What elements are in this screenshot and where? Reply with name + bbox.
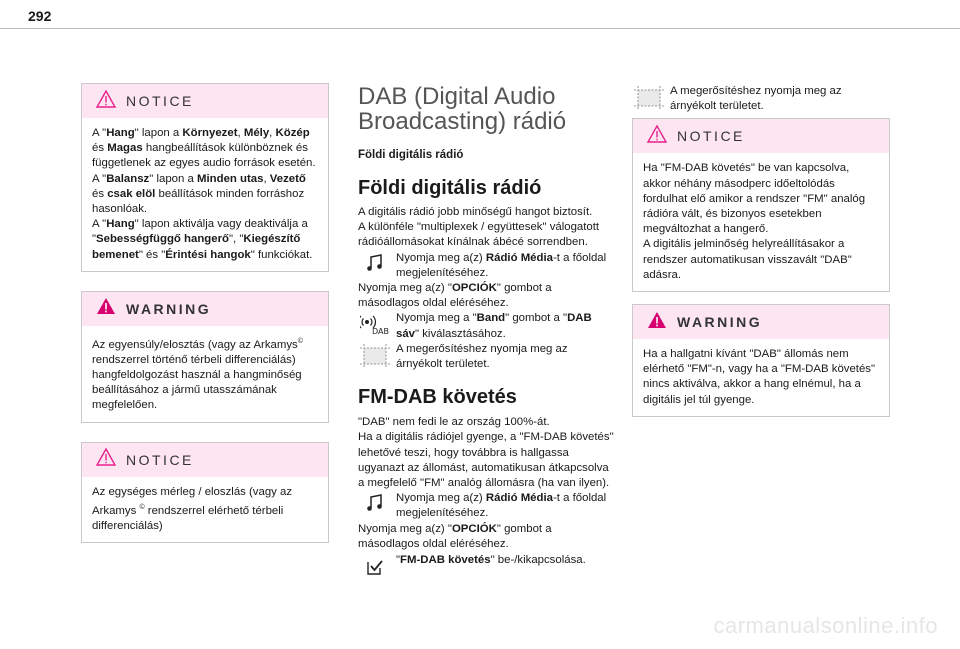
text-run: " gombot a másodlagos oldal eléréséhez.: [358, 282, 552, 310]
text-run: Ha a hallgatni kívánt "DAB" állomás nem elérhető "FM"-n, vagy ha a "FM-DAB követés" nincs aktiválva, akkor a hang elnémul, ha a digitális jel túl gyenge.: [643, 348, 876, 406]
bold-term: Mély: [243, 127, 270, 139]
notice-box-2: [81, 442, 329, 543]
text-run: -t a főoldal megjelenítéséhez.: [396, 492, 607, 520]
warning-box-2: [632, 304, 890, 417]
bold-term: Sebességfüggő hangerő: [96, 233, 229, 246]
text-run: ,: [263, 172, 270, 185]
bold-term: Magas: [107, 142, 143, 155]
warning-body: [82, 326, 328, 422]
heading-digital-radio: Földi digitális rádió: [358, 177, 542, 199]
paragraph: [92, 172, 318, 218]
notice-title: NOTICE: [677, 128, 745, 145]
intro-text: A digitális rádió jobb minőségű hangot biztosít. A különféle "multiplexek / együttesek" válogatott rádióállomásokat kínálnak ábécé sorrendben.: [358, 206, 600, 249]
copyright-mark: ©: [297, 337, 303, 345]
warning-triangle-icon: [647, 311, 667, 334]
text-run: beállítások minden forráshoz hasonlóak.: [92, 187, 305, 216]
step-confirm: [632, 84, 890, 114]
step-toggle: [358, 553, 616, 575]
text-run: A megerősítéshez nyomja meg az árnyékolt területet.: [670, 85, 842, 113]
heading-fm-dab: FM-DAB követés: [358, 386, 517, 409]
text-run: " funkciókat.: [250, 248, 313, 261]
step-text: [396, 553, 586, 575]
shaded-area-icon: [358, 342, 392, 372]
text-run: Az egyensúly/elosztás (vagy az Arkamys: [92, 338, 298, 351]
section-title: DAB (Digital Audio Broadcasting) rádió: [358, 83, 567, 135]
step-options: [358, 281, 616, 311]
notice-title: NOTICE: [126, 451, 194, 468]
notice-header: [633, 119, 889, 153]
step-text: [396, 491, 616, 521]
notice-body: [633, 153, 889, 291]
text-run: Ha "FM-DAB követés" be van kapcsolva, akkor néhány másodperc időeltolódás fordulhat elő amikor a rendszer "FM" analóg rádióra vált, és bizonyos esetekben megváltozhat a hangerő.: [643, 162, 866, 236]
watermark: carmanualsonline.info: [713, 613, 938, 638]
checkbox-icon: [358, 553, 392, 575]
text-run: " kiválasztásához.: [415, 327, 506, 340]
page-number: 292: [28, 8, 52, 24]
text-run: -t a főoldal megjelenítéséhez.: [396, 251, 607, 279]
text-run: Nyomja meg a(z) ": [358, 522, 452, 535]
step-text: [396, 342, 616, 372]
text-run: Nyomja meg a(z) ": [358, 282, 452, 295]
bold-term: Balansz: [106, 172, 150, 185]
step-options: [358, 522, 616, 552]
warning-triangle-icon: [96, 297, 116, 320]
paragraph: [92, 217, 318, 263]
bold-term: Közép: [275, 127, 310, 139]
text-run: " gombot a ": [505, 312, 568, 325]
text-run: " be-/kikapcsolása.: [490, 554, 586, 567]
text-run: hangbeállítások különböznek és függetlenek az egyes audio források esetén.: [92, 142, 316, 170]
notice-header: [82, 84, 328, 118]
text-run: " gombot a másodlagos oldal eléréséhez.: [358, 522, 552, 550]
warning-box: [81, 291, 329, 423]
notice-box-3: [632, 118, 890, 292]
text-run: és: [92, 142, 108, 155]
text-run: ", ": [228, 233, 244, 246]
dab-radio-icon: [358, 311, 392, 341]
text-run: Az egységes mérleg / eloszlás (vagy az Arkamys: [92, 485, 293, 517]
bold-term: Érintési hangok: [165, 248, 251, 261]
bold-term: Hang: [106, 218, 135, 231]
step-text: [396, 251, 616, 281]
notice-triangle-icon: [647, 125, 667, 148]
step-band: [358, 311, 616, 341]
text-run: A ": [92, 172, 107, 185]
text-run: ,: [237, 127, 244, 139]
paragraph: [92, 334, 318, 414]
step-media: [358, 491, 616, 521]
paragraph: [92, 485, 318, 534]
copyright-mark: ©: [139, 503, 145, 511]
text-run: Nyomja meg a(z): [396, 251, 486, 264]
bold-term: Minden utas: [197, 172, 264, 185]
text-run: Nyomja meg a ": [396, 312, 477, 325]
step-confirm: [358, 342, 616, 372]
text-run: ": [396, 554, 401, 567]
bold-term: csak elöl: [107, 187, 156, 200]
warning-header: [633, 305, 889, 339]
column-1: [81, 83, 329, 543]
paragraph: [643, 347, 879, 408]
shaded-area-icon: [632, 84, 666, 114]
column-2: [358, 84, 616, 575]
column-3: [632, 84, 890, 417]
step-media: [358, 251, 616, 281]
bold-term: DAB sáv: [396, 312, 592, 340]
text-run: A megerősítéshez nyomja meg az árnyékolt területet.: [396, 342, 568, 371]
bold-term: Hang: [106, 127, 135, 139]
text-run: és: [92, 187, 108, 200]
paragraph: [92, 126, 318, 172]
warning-title: WARNING: [126, 300, 212, 317]
section-subtitle: Földi digitális rádió: [358, 149, 464, 161]
text-run: " lapon aktiválja vagy deaktiválja a ": [92, 218, 308, 246]
paragraph: [643, 237, 879, 283]
bold-term: OPCIÓK: [451, 522, 497, 535]
text-run: ,: [269, 127, 276, 139]
header-divider: [0, 28, 960, 29]
text-run: A digitális jelminőség helyreállításakor a rendszer automatikusan visszavált "DAB" adásra.: [643, 238, 852, 281]
bold-term: OPCIÓK: [451, 282, 497, 295]
notice-body: [82, 118, 328, 271]
bold-term: FM-DAB követés: [400, 554, 491, 567]
notice-box-1: [81, 83, 329, 272]
step-text: [396, 311, 616, 341]
music-note-icon: [358, 491, 392, 521]
warning-header: [82, 292, 328, 326]
text-run: " lapon a: [149, 172, 197, 185]
bold-term: Vezető: [269, 172, 306, 185]
bold-term: Band: [476, 312, 506, 325]
paragraph: [643, 161, 879, 237]
text-run: A ": [92, 218, 107, 231]
notice-header: [82, 443, 328, 477]
text-run: rendszerrel történő térbeli differenciálás) hangfeldolgozást használ a hangminőség beállításához a jármű utasszámának megfelelően.: [92, 353, 302, 412]
svg-text:DAB: DAB: [372, 327, 389, 336]
text-run: Nyomja meg a(z): [396, 492, 486, 505]
notice-triangle-icon: [96, 448, 116, 471]
warning-title: WARNING: [677, 314, 763, 331]
bold-term: Környezet: [182, 127, 238, 139]
text-run: " és ": [138, 248, 166, 261]
music-note-icon: [358, 251, 392, 281]
notice-triangle-icon: [96, 90, 116, 113]
step-text: [670, 84, 890, 114]
notice-title: NOTICE: [126, 93, 194, 109]
bold-term: Rádió Média: [485, 251, 553, 264]
text-run: A ": [92, 127, 107, 139]
bold-term: Rádió Média: [485, 492, 553, 505]
fm-dab-intro: "DAB" nem fedi le az ország 100%-át. Ha a digitális rádiójel gyenge, a "FM-DAB követés" lehetővé teszi, hogy továbbra is hallgassa ugyanazt az állomást, automatikusan átkapcsolva a megfelelő "FM" analóg állomásra (ha van ilyen).: [358, 416, 614, 490]
bold-term: Kiegészítő bemenet: [92, 233, 301, 261]
text-run: rendszerrel elérhető térbeli differenciálás): [92, 504, 284, 532]
text-run: " lapon a: [134, 127, 183, 139]
warning-body: [633, 339, 889, 416]
notice-body: [82, 477, 328, 542]
